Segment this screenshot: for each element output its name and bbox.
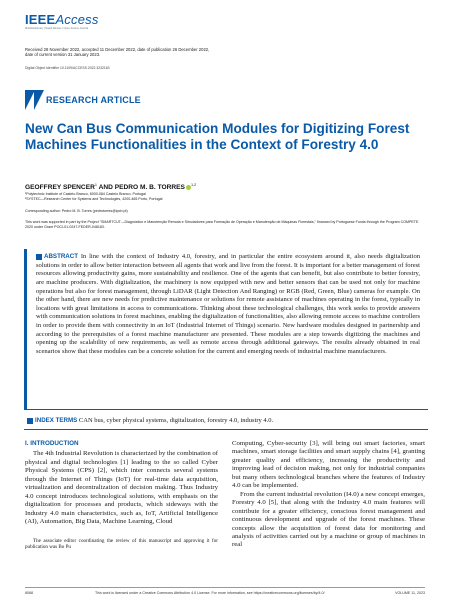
index-terms	[24, 417, 428, 430]
funding-statement: This work was supported in part by the Project "SMARTCUT—Diagnóstico e Manutenção Remota e Simuladores para Formação de Operação e Manutenção de Máquinas Florestais," financed by Portuguese Funds through the Program COMPETE 2020 under Grant POCI-01-0247-FEDER-048183.	[25, 220, 419, 230]
paragraph: From the current industrial revolution (I4.0) a new concept emerges, Forestry 4.0 [5], that along with the Industry 4.0 main features will contribute for a greater efficiency, conscious forest management and continuous development and upgrade of the forest machines. These concepts allow the acquisition of forest data for monitoring and analysis of activities carried out by a machine or group of machines in real	[232, 490, 425, 549]
abstract	[36, 253, 420, 357]
abstract-text: In line with the context of Industry 4.0, forestry, and in particular the entire ecosystem around it, also needs digitalization solutions in order to allow better interaction between all agents that work and live from the forest. It is important for a better management of forest resources allowing productivity gains, more sustainability and resilience. One of the agents that can benefit, but also contribute to better forestry, are machine producers. With digitalization, the machinery is now equipped with new and better sensors that can be used not only for machine operations but also for forest management, through LiDAR (Light Detection And Ranging) or RGB (Red, Green, Blue) cameras for example. On the other hand, there are new needs for predictive maintenance or solutions for remote assistance of machines operating in the forest, typically in locations with great limitations in access to communications. Thinking about these technological challenges, this work seeks to provide answers with communication solutions in forest machines, enabling the digitalization of functionalities, also allowing remote access to machine controllers in order to provide them with connectivity in an IoT (Industrial Internet of Things) scenario. New hardware modules designed in partnership and according to the prerequisites of a forest machine manufacturer are presented. These modules are a step towards digitizing the machines and opening up the scalability of new requirements, as well as remote access through additional gateways. The results already obtained in real scenarios show that these modules can be a concrete solution for the current and emerging needs of industrial machine manufacturers.	[36, 253, 420, 355]
article-type-label: RESEARCH ARTICLE	[46, 95, 141, 105]
left-column	[25, 440, 218, 551]
journal-logo: IEEEAccess	[25, 12, 99, 27]
abstract-heading: ABSTRACT	[44, 253, 79, 260]
paragraph: The 4th Industrial Revolution is characterized by the combination of physical and digital technologies [1] leading to the so called Cyber Physical Systems (CPS) [2], which inter connects several systems through the Internet of Things (IoT) for real-time data acquisition, virtualization and decentralization of decision making. Thus Industry 4.0 concept introduces technological solutions, with emphasis on the digitalization for processes and products, which sideways with the Industry 4.0 main characteristics, such as, IoT, Artificial Intelligence (AI), Automation, Big Data, Machine Learning, Cloud	[25, 450, 219, 526]
publication-dates: Received 28 November 2022, accepted 11 December 2022, date of publication 26 December 2022, date of current version 31 January 2023.	[25, 47, 210, 58]
editor-note: The associate editor coordinating the review of this manuscript and approving it for publication was Bo Pu	[25, 537, 218, 551]
author-name: PEDRO M. B. TORRES	[114, 184, 185, 192]
page-number: 8068	[25, 591, 33, 595]
section-heading: I. INTRODUCTION	[25, 440, 79, 447]
volume-label: VOLUME 11, 2023	[395, 591, 425, 595]
author-name: GEOFFREY SPENCER	[25, 184, 95, 192]
author-list: GEOFFREY SPENCER$^1$ AND PEDRO M. B. TORRES $^{1,2}$	[25, 183, 197, 192]
journal-tagline: Multidisciplinary | Rapid Review | Open Access Journal	[25, 27, 89, 30]
right-column	[232, 440, 425, 550]
license-text[interactable]: This work is licensed under a Creative Commons Attribution 4.0 License. For more information, see https://creativecommons.org/licenses/by/4.0/	[95, 591, 325, 595]
paragraph: Computing, Cyber-security [3], will bring out smart factories, smart machines, smart storage facilities and smart supply chains [4], granting greater quality and efficiency, increasing the productivity and improving lead of decision making, not only for industrial companies but many others technological branches where the features of Industry 4.0 can be implemented.	[232, 440, 425, 490]
affiliations: ¹Polytechnic Institute of Castelo Branco, 6000-084 Castelo Branco, Portugal ²SYSTEC—Research Center for Systems and Technologies, 4200-465 Porto, Portugal	[25, 192, 163, 202]
index-terms-text: CAN bus, cyber physical systems, digitalization, forestry 4.0, industry 4.0.	[78, 417, 274, 424]
journal-header	[25, 13, 99, 37]
index-marker-icon	[27, 418, 33, 424]
abstract-marker-icon	[36, 254, 42, 260]
article-type-banner	[25, 90, 175, 110]
doi-line: Digital Object Identifier 10.1109/ACCESS.2022.3232163	[25, 66, 110, 70]
paper-title: New Can Bus Communication Modules for Digitizing Forest Machines Functionalities in the Context of Forestry 4.0	[25, 121, 410, 153]
abstract-box	[24, 249, 428, 410]
corresponding-author: Corresponding author: Pedro M. B. Torres (pedrotorres@ipcb.pt)	[25, 209, 128, 213]
banner-stripe-icon	[34, 90, 44, 110]
page-footer	[25, 587, 425, 597]
index-terms-heading: INDEX TERMS	[35, 417, 78, 424]
